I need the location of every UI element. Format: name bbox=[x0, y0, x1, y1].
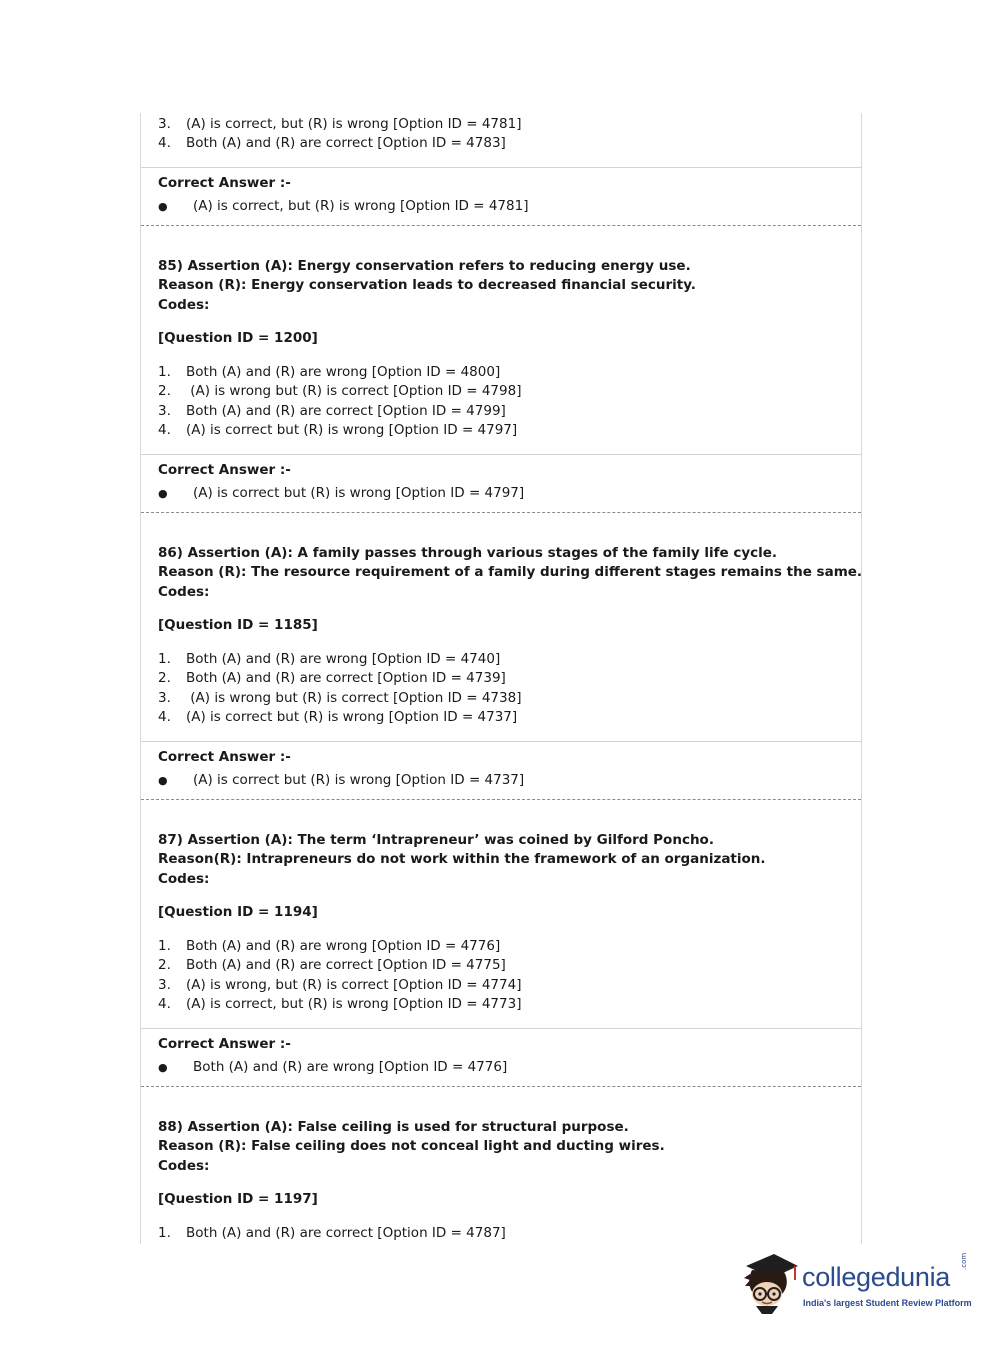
option-item: 3. Both (A) and (R) are correct [Option ID = 4799] bbox=[158, 403, 506, 419]
correct-answer-label: Correct Answer :- bbox=[158, 175, 291, 191]
question-assertion: 85) Assertion (A): Energy conservation refers to reducing energy use. bbox=[158, 258, 691, 274]
option-item: 4. (A) is correct but (R) is wrong [Option ID = 4797] bbox=[158, 422, 518, 438]
divider bbox=[141, 167, 861, 168]
divider bbox=[141, 1028, 861, 1029]
question-divider bbox=[141, 1086, 861, 1087]
option-item: 2. (A) is wrong but (R) is correct [Option ID = 4798] bbox=[158, 383, 522, 399]
question-id: [Question ID = 1194] bbox=[158, 904, 318, 920]
question-assertion: 87) Assertion (A): The term ‘Intrapreneur’ was coined by Gilford Poncho. bbox=[158, 832, 714, 848]
correct-answer: ● (A) is correct but (R) is wrong [Option ID = 4797] bbox=[158, 485, 525, 501]
correct-answer: ● Both (A) and (R) are wrong [Option ID = 4776] bbox=[158, 1059, 508, 1075]
bullet-icon: ● bbox=[158, 487, 168, 500]
option-item: 2. Both (A) and (R) are correct [Option ID = 4775] bbox=[158, 957, 506, 973]
correct-answer-label: Correct Answer :- bbox=[158, 462, 291, 478]
option-item: 3. (A) is wrong but (R) is correct [Option ID = 4738] bbox=[158, 690, 522, 706]
question-divider bbox=[141, 512, 861, 513]
divider bbox=[141, 741, 861, 742]
question-id: [Question ID = 1200] bbox=[158, 330, 318, 346]
option-item: 4. (A) is correct but (R) is wrong [Option ID = 4737] bbox=[158, 709, 518, 725]
option-item: 4. (A) is correct, but (R) is wrong [Option ID = 4773] bbox=[158, 996, 522, 1012]
divider bbox=[141, 454, 861, 455]
question-paper-page bbox=[140, 113, 862, 1244]
logo-dotcom: .com bbox=[960, 1252, 968, 1270]
bullet-icon: ● bbox=[158, 200, 168, 213]
option-item: 1. Both (A) and (R) are correct [Option ID = 4787] bbox=[158, 1225, 506, 1241]
logo-tagline: India's largest Student Review Platform bbox=[803, 1298, 972, 1308]
mascot-icon bbox=[738, 1248, 800, 1320]
option-item: 1. Both (A) and (R) are wrong [Option ID = 4800] bbox=[158, 364, 501, 380]
question-assertion: 88) Assertion (A): False ceiling is used for structural purpose. bbox=[158, 1119, 629, 1135]
question-divider bbox=[141, 799, 861, 800]
option-item: 3. (A) is correct, but (R) is wrong [Option ID = 4781] bbox=[158, 116, 522, 132]
option-item: 2. Both (A) and (R) are correct [Option ID = 4739] bbox=[158, 670, 506, 686]
correct-answer: ● (A) is correct, but (R) is wrong [Option ID = 4781] bbox=[158, 198, 529, 214]
correct-answer: ● (A) is correct but (R) is wrong [Option ID = 4737] bbox=[158, 772, 525, 788]
correct-answer-label: Correct Answer :- bbox=[158, 749, 291, 765]
question-codes: Codes: bbox=[158, 297, 210, 313]
question-codes: Codes: bbox=[158, 871, 210, 887]
question-reason: Reason (R): False ceiling does not conceal light and ducting wires. bbox=[158, 1138, 665, 1154]
option-item: 4. Both (A) and (R) are correct [Option ID = 4783] bbox=[158, 135, 506, 151]
question-codes: Codes: bbox=[158, 1158, 210, 1174]
option-item: 1. Both (A) and (R) are wrong [Option ID = 4776] bbox=[158, 938, 501, 954]
bullet-icon: ● bbox=[158, 1061, 168, 1074]
question-reason: Reason (R): The resource requirement of a family during different stages remains the same. bbox=[158, 564, 863, 580]
collegedunia-logo bbox=[738, 1248, 978, 1320]
option-item: 1. Both (A) and (R) are wrong [Option ID = 4740] bbox=[158, 651, 501, 667]
question-codes: Codes: bbox=[158, 584, 210, 600]
question-reason: Reason(R): Intrapreneurs do not work within the framework of an organization. bbox=[158, 851, 766, 867]
correct-answer-label: Correct Answer :- bbox=[158, 1036, 291, 1052]
question-assertion: 86) Assertion (A): A family passes through various stages of the family life cycle. bbox=[158, 545, 778, 561]
option-item: 3. (A) is wrong, but (R) is correct [Option ID = 4774] bbox=[158, 977, 522, 993]
question-id: [Question ID = 1197] bbox=[158, 1191, 318, 1207]
question-id: [Question ID = 1185] bbox=[158, 617, 318, 633]
question-reason: Reason (R): Energy conservation leads to decreased financial security. bbox=[158, 277, 696, 293]
bullet-icon: ● bbox=[158, 774, 168, 787]
question-divider bbox=[141, 225, 861, 226]
logo-wordmark: collegedunia bbox=[802, 1262, 951, 1292]
